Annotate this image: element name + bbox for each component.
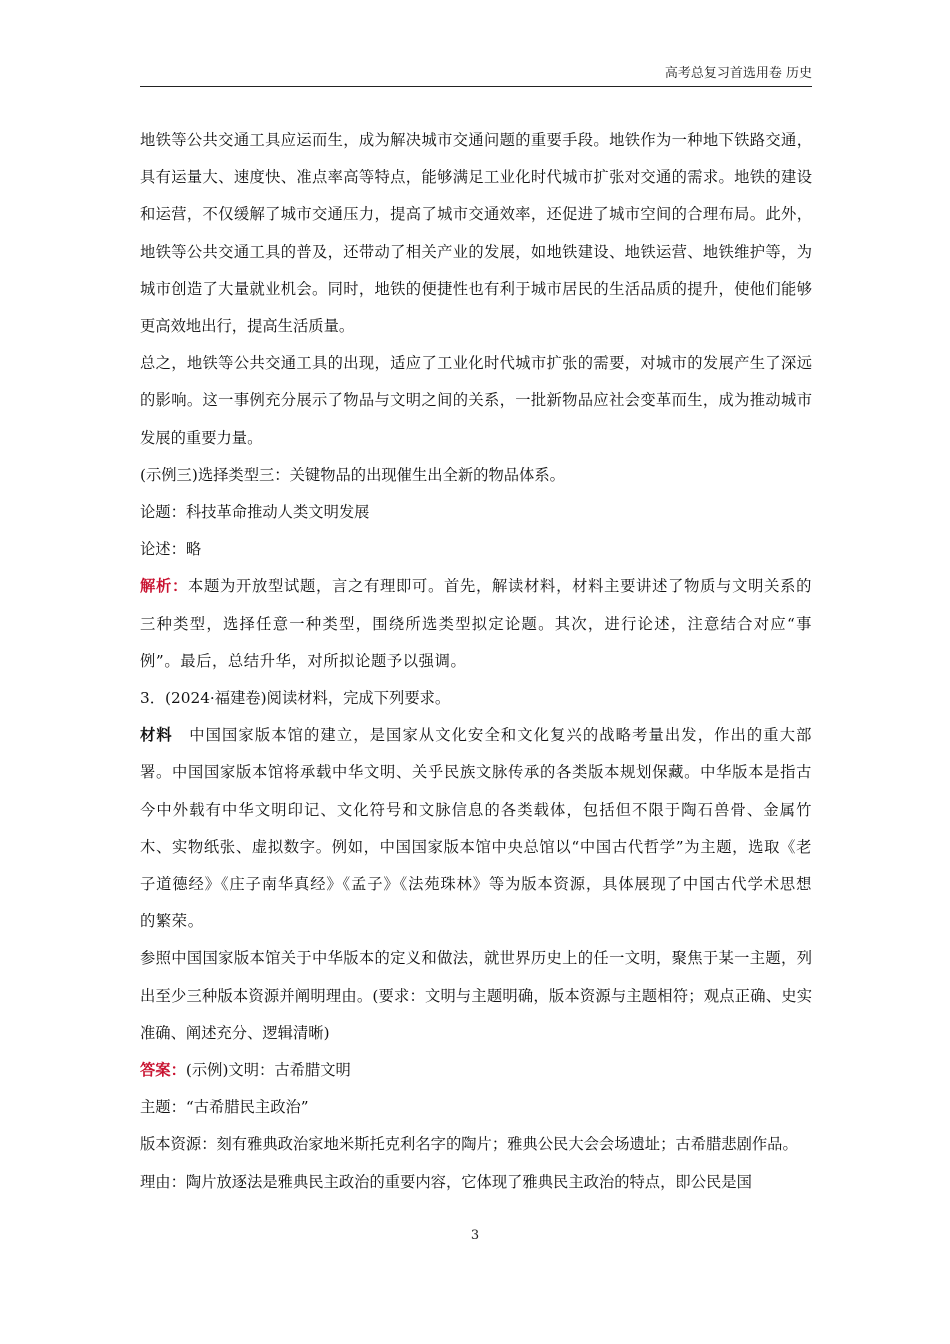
paragraph-conclusion: 总之，地铁等公共交通工具的出现，适应了工业化时代城市扩张的需要，对城市的发展产生了深远的影响。这一事例充分展示了物品与文明之间的关系，一批新物品应社会变革而生，成为推动城市发展的重要力量。 (140, 354, 812, 447)
paragraph-material: 材料 中国国家版本馆的建立，是国家从文化安全和文化复兴的战略考量出发，作出的重大部署。中国国家版本馆将承载中华文明、关乎民族文脉传承的各类版本规划保藏。中华版本是指古今中外载有中华文明印记、文化符号和文脉信息的各类载体，包括但不限于陶石兽骨、金属竹木、实物纸张、虚拟数字。例如，中国国家版本馆中央总馆以“中国古代哲学”为主题，选取《老子道德经》《庄子南华真经》《孟子》《法苑珠林》等为版本资源，具体展现了中国古代学术思想的繁荣。 (140, 726, 813, 931)
analysis-label: 解析： (140, 577, 189, 596)
page-body (140, 122, 812, 1201)
paragraph-analysis: 解析：本题为开放型试题，言之有理即可。首先，解读材料，材料主要讲述了物质与文明关系的三种类型，选择任意一种类型，围绕所选类型拟定论题。其次，进行论述，注意结合对应“事例”。最后，总结升华，对所拟论题予以强调。 (140, 577, 812, 670)
paragraph-argument: 论述：略 (140, 540, 202, 559)
page-header (140, 62, 812, 87)
paragraph-thesis: 论题：科技革命推动人类文明发展 (140, 503, 370, 522)
paragraph-answer: 答案：(示例)文明：古希腊文明 (140, 1061, 351, 1080)
material-label: 材料 (140, 726, 173, 745)
page-number: 3 (470, 1228, 480, 1243)
question-3-stem: 3．(2024·福建卷)阅读材料，完成下列要求。 (140, 689, 451, 708)
paragraph-theme: 主题：“古希腊民主政治” (140, 1098, 309, 1117)
paragraph-requirement: 参照中国国家版本馆关于中华版本的定义和做法，就世界历史上的任一文明，聚焦于某一主题，列出至少三种版本资源并阐明理由。(要求：文明与主题明确，版本资源与主题相符；观点正确、史实准确、阐述充分、逻辑清晰) (140, 949, 812, 1042)
paragraph-reason: 理由：陶片放逐法是雅典民主政治的重要内容，它体现了雅典民主政治的特点，即公民是国 (140, 1172, 752, 1191)
paragraph-subway-benefits: 地铁等公共交通工具应运而生，成为解决城市交通问题的重要手段。地铁作为一种地下铁路交通，具有运量大、速度快、准点率高等特点，能够满足工业化时代城市扩张对交通的需求。地铁的建设和运营，不仅缓解了城市交通压力，提高了城市交通效率，还促进了城市空间的合理布局。此外，地铁等公共交通工具的普及，还带动了相关产业的发展，如地铁建设、地铁运营、地铁维护等，为城市创造了大量就业机会。同时，地铁的便捷性也有利于城市居民的生活品质的提升，使他们能够更高效地出行，提高生活质量。 (140, 131, 812, 336)
paragraph-example-three: (示例三)选择类型三：关键物品的出现催生出全新的物品体系。 (140, 465, 565, 484)
paragraph-version-resources: 版本资源：刻有雅典政治家地米斯托克利名字的陶片；雅典公民大会会场遗址；古希腊悲剧作品。 (140, 1135, 798, 1154)
answer-label: 答案： (140, 1061, 186, 1080)
header-title: 高考总复习首选用卷 历史 (664, 66, 812, 81)
